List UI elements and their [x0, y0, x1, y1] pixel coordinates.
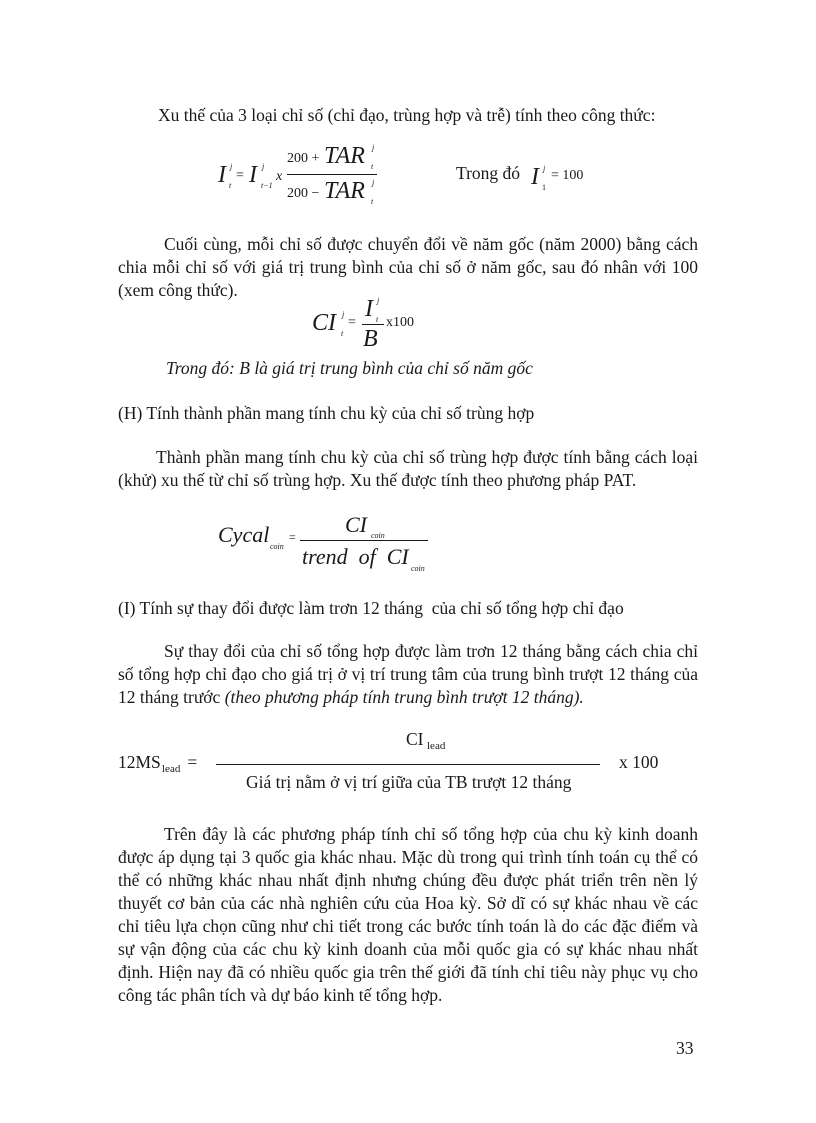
formula-sup: j: [230, 162, 233, 171]
denominator-const: 200 −: [287, 186, 320, 201]
ms-eq: =: [183, 752, 198, 772]
denominator-tar: TAR: [324, 178, 365, 204]
fraction-bar: [287, 174, 377, 175]
where-value: = 100: [551, 168, 584, 183]
intro-text: Xu thế của 3 loại chỉ số (chỉ đạo, trùng hợp và trễ) tính theo công thức:: [158, 105, 656, 125]
where-label: Trong đó: [456, 163, 521, 183]
formula-sub: t: [229, 181, 232, 190]
denominator-sub: t: [371, 197, 374, 206]
numerator-tar: TAR: [324, 143, 365, 169]
ci-num-sub: t: [376, 315, 379, 324]
paragraph-smoothed-change: [118, 640, 698, 709]
formula-times: x: [276, 169, 283, 184]
ms-denominator: Giá trị nằm ở vị trí giữa của TB trượt 12 tháng: [246, 772, 572, 792]
ci-times: x100: [386, 315, 414, 330]
ci-denominator: B: [363, 326, 378, 352]
ms-num-sub: lead: [427, 740, 446, 752]
numerator-sub: t: [371, 162, 374, 171]
formula-prev-sub: t−1: [261, 181, 273, 190]
ci-eq: =: [348, 315, 356, 330]
section-heading-h: (H) Tính thành phần mang tính chu kỳ của chỉ số trùng hợp: [118, 403, 535, 423]
ms-fraction-bar: [216, 764, 600, 765]
where-sup: j: [543, 164, 546, 173]
formula-lhs: I: [218, 162, 226, 188]
paragraph-summary: Trên đây là các phương pháp tính chỉ số tổng hợp của chu kỳ kinh doanh được áp dụng tại 3 quốc gia khác nhau. Mặc dù trong qui trình tính toán cụ thể có thể có những khác nhau nhất định nhưng chúng đều được phát triển trên nền lý thuyết cơ bản của các nhà nghiên cứu của Hoa kỳ. Sở dĩ có sự khác nhau về các chỉ tiêu lựa chọn cũng như chi tiết trong các bước tính toán là do các đặc điểm và sự vận động của các chu kỳ kinh doanh của mỗi quốc gia có sự khác nhau nhất định. Hiện nay đã có nhiều quốc gia trên thế giới đã tính chỉ tiêu này phục vụ cho công tác phân tích và dự báo kinh tế tổng hợp.: [118, 824, 698, 1005]
cycal-num-sub: coin: [371, 531, 385, 540]
base-year-note: Trong đó: B là giá trị trung bình của chỉ số năm gốc: [166, 358, 533, 378]
cycal-denominator: trend of CI: [302, 544, 409, 569]
ms-lhs-sub: lead: [162, 763, 181, 775]
ci-num-sup: j: [377, 296, 380, 305]
denominator-sup: j: [372, 178, 375, 187]
formula-prev: I: [249, 162, 257, 188]
numerator-sup: j: [372, 143, 375, 152]
ci-fraction-bar: [362, 324, 384, 325]
paragraph-base-year: Cuối cùng, mỗi chỉ số được chuyển đổi về năm gốc (năm 2000) bằng cách chia mỗi chỉ số với giá trị trung bình của chỉ số ở năm gốc, sau đó nhân với 100 (xem công thức).: [118, 234, 698, 300]
where-sub: 1: [542, 183, 546, 192]
page-number: 33: [676, 1038, 694, 1058]
numerator-const: 200 +: [287, 151, 320, 166]
cycal-eq: =: [289, 530, 296, 544]
section-heading-i: (I) Tính sự thay đổi được làm trơn 12 tháng của chỉ số tổng hợp chỉ đạo: [118, 598, 624, 618]
ci-lhs: CI: [312, 310, 336, 336]
paragraph-cyclical: Thành phần mang tính chu kỳ của chỉ số trùng hợp được tính bằng cách loại (khử) xu thế từ chỉ số trùng hợp. Xu thế được tính theo phương pháp PAT.: [118, 447, 698, 490]
where-symbol: I: [531, 164, 539, 190]
formula-eq: =: [236, 168, 244, 183]
cycal-den-sub: coin: [411, 564, 425, 573]
ci-numerator: I: [365, 296, 373, 322]
ms-lhs: 12MS: [118, 752, 161, 772]
cycal-lhs: Cycal: [218, 522, 270, 547]
paragraph-smoothed-text: Sự thay đổi của chỉ số tổng hợp được làm trơn 12 tháng bằng cách chia chỉ số tổng hợp chỉ đạo cho giá trị ở vị trí trung tâm của trung bình trượt 12 tháng của 12 tháng trước: [118, 641, 698, 707]
ms-numerator: CI: [406, 729, 424, 749]
paragraph-smoothed-italic: (theo phương pháp tính trung bình trượt 12 tháng).: [224, 687, 584, 707]
ms-times: x 100: [619, 752, 659, 772]
ci-sup: j: [342, 310, 345, 319]
ci-sub: t: [341, 329, 344, 338]
cycal-fraction-bar: [300, 540, 428, 541]
cycal-lhs-sub: coin: [270, 542, 284, 551]
formula-prev-sup: j: [262, 162, 265, 171]
cycal-numerator: CI: [345, 512, 367, 537]
